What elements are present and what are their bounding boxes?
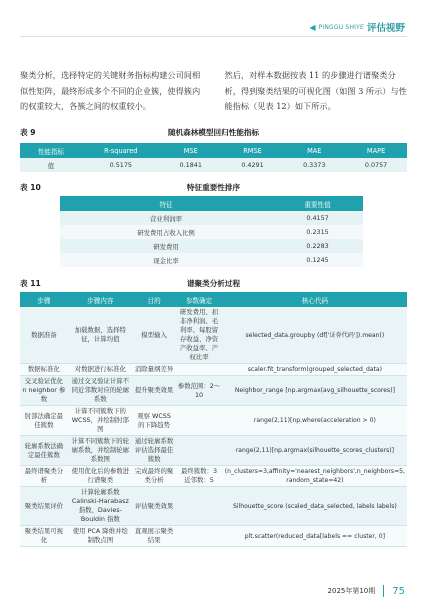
table11-title: 谱聚类分析过程 [186, 279, 241, 288]
table-row [20, 406, 407, 436]
table9-cell: 0.5175 [82, 158, 160, 172]
table11-cell: scaler.fit_transform(grouped_selected_data) [223, 364, 407, 376]
table11-cell: 消除量纲差异 [133, 364, 175, 376]
table9-cell: 0.1841 [160, 158, 222, 172]
footer-divider [383, 585, 384, 597]
table11-cell: 直观展示聚类结果 [133, 526, 175, 547]
table11-cell: range(2,11)[np.where(acceleration > 0) [223, 406, 407, 436]
table10-header-cell: 特征 [60, 196, 272, 211]
table9-number: 表 9 [20, 128, 36, 137]
table11-cell: 参数范围：2～10 [175, 376, 222, 406]
table11-cell: 评估聚类效果 [133, 487, 175, 526]
table11-cell: 提升聚类效果 [133, 376, 175, 406]
table-row [20, 487, 407, 526]
table11-cell: 加载数据，选择特征，计算均值 [68, 307, 133, 364]
page-number: 75 [392, 585, 405, 597]
table9-cell: 0.4291 [222, 158, 284, 172]
table9-caption [20, 127, 407, 138]
table9-row [20, 158, 407, 172]
table11-cell: 计算不同簇数下的轮廓系数，并绘制轮廓系数图 [68, 436, 133, 466]
table11-cell: 使用优化后的参数进行谱聚类 [68, 466, 133, 487]
table11-cell: 使用 PCA 降维并绘制散点图 [68, 526, 133, 547]
table11-cell: Neighbor_range [np.argmax(avg_silhouette_scores)] [223, 376, 407, 406]
table11-cell: 聚类结果评价 [20, 487, 68, 526]
table11-cell: 肘部法确定最佳簇数 [20, 406, 68, 436]
table-row [60, 211, 363, 225]
table11-header-cell: 步骤内容 [68, 292, 133, 307]
table11-cell: 最终谱聚类分析 [20, 466, 68, 487]
table11-header-cell: 步骤 [20, 292, 68, 307]
table9-header-cell: MSE [160, 143, 222, 158]
table11-cell: plt.scatter(reduced_data[labels == cluster, 0] [223, 526, 407, 547]
table11-cell: 交叉验证优化 n neighbor 参数 [20, 376, 68, 406]
table9-header-cell: MAE [283, 143, 345, 158]
table10-cell: 现金比率 [60, 253, 272, 267]
table10-body [60, 211, 363, 267]
table10-cell: 研发费用占收入比例 [60, 225, 272, 239]
table10-number: 表 10 [20, 183, 41, 192]
table9-header-cell: R-squared [82, 143, 160, 158]
intro-right-column: 然后，对样本数据按表 11 的步骤进行谱聚类分析，得到聚类结果的可视化图（如图 3 所示）与性能指标（见表 12）如下所示。 [224, 70, 407, 111]
section-name-pinyin: PINGGU SHIYE [318, 23, 364, 31]
table10-cell: 0.2315 [272, 225, 363, 239]
table11-header-cell: 参数确定 [175, 292, 222, 307]
header-divider [20, 36, 407, 37]
table11-cell: 通过轮廓系数评估选择最佳簇数 [133, 436, 175, 466]
triangle-left-icon: ◀ [309, 22, 316, 32]
table10-cell: 0.4157 [272, 211, 363, 225]
table11-cell: 数据准备 [20, 307, 68, 364]
table-row [20, 376, 407, 406]
table10-cell: 0.1245 [272, 253, 363, 267]
table10-caption [20, 182, 407, 193]
table11-cell: 通过交叉验证计算不同近邻数对应的轮廓系数 [68, 376, 133, 406]
table-row [60, 239, 363, 253]
table-row [20, 364, 407, 376]
table11-cell [175, 526, 222, 547]
table10 [60, 196, 363, 267]
table10-title: 特征重要性排序 [186, 183, 241, 192]
table9-cell: 值 [20, 158, 82, 172]
table11-number: 表 11 [20, 279, 41, 288]
section-header [309, 20, 405, 34]
table9-header-cell: RMSE [222, 143, 284, 158]
table10-header-cell: 重要性值 [272, 196, 363, 211]
table11-cell: 观察 WCSS 的下降趋势 [133, 406, 175, 436]
table-row [20, 526, 407, 547]
table11-cell [175, 436, 222, 466]
table-row [20, 307, 407, 364]
table11-cell: 最终簇数：3 近邻数：5 [175, 466, 222, 487]
table11-header-cell: 目的 [133, 292, 175, 307]
table9-header-row [20, 143, 407, 158]
table11-cell [175, 406, 222, 436]
table10-header-row [60, 196, 363, 211]
table11-cell [175, 364, 222, 376]
table11-cell [175, 487, 222, 526]
table11-header-cell: 核心代码 [223, 292, 407, 307]
table-row [20, 466, 407, 487]
table10-cell: 0.2283 [272, 239, 363, 253]
table9-cell: 0.3373 [283, 158, 345, 172]
table9-cell: 0.0757 [345, 158, 407, 172]
table11-caption [20, 278, 407, 289]
table9-header-cell: MAPE [345, 143, 407, 158]
table11-cell: 聚类结果可视化 [20, 526, 68, 547]
table-row [60, 225, 363, 239]
table11-cell: 研发费用、扣非净利润、毛利率、每股留存收益、净资产收益率、产权比率 [175, 307, 222, 364]
page-footer [328, 585, 405, 597]
table11-cell: range(2,11)[np.argmax(silhouette_scores_clusters)] [223, 436, 407, 466]
table11-cell: selected_data.groupby (df['证券代码']).mean() [223, 307, 407, 364]
table9-title: 随机森林模型回归性能指标 [167, 128, 260, 137]
table9-header-cell: 性能指标 [20, 143, 82, 158]
table-row [60, 253, 363, 267]
table11-cell: 轮廓系数法确定最佳簇数 [20, 436, 68, 466]
table-row [20, 436, 407, 466]
table11-header-row [20, 292, 407, 307]
table11-cell: 数据标准化 [20, 364, 68, 376]
intro-text [20, 68, 407, 115]
table11-cell: Silhouette_score (scaled_data_selected, labels labels) [223, 487, 407, 526]
section-name: 评估视野 [366, 23, 405, 34]
issue-label: 2025年第10期 [327, 587, 376, 595]
table11-cell: 计算不同簇数下的 WCSS，并绘制肘部图 [68, 406, 133, 436]
table10-cell: 营业利润率 [60, 211, 272, 225]
table11-cell: 对数据进行标准化 [68, 364, 133, 376]
table11-cell: 计算轮廓系数 Calinski-Harabasz 指数、Davies-Bouldin 指数 [68, 487, 133, 526]
table11-cell: 完成最终的聚类分析 [133, 466, 175, 487]
table11-cell: (n_clusters=3,affinity='nearest_neighbors',n_neighbors=5, random_state=42) [223, 466, 407, 487]
intro-left-column: 聚类分析，选择特定的关键财务指标构建公司间相似性矩阵，最终形成多个不同的企业簇，使得簇内的权重较大，各簇之间的权重较小。 [20, 70, 201, 111]
table11-cell: 模型输入 [133, 307, 175, 364]
table10-cell: 研发费用 [60, 239, 272, 253]
table11 [20, 292, 407, 547]
table9 [20, 143, 407, 172]
table11-body [20, 307, 407, 547]
